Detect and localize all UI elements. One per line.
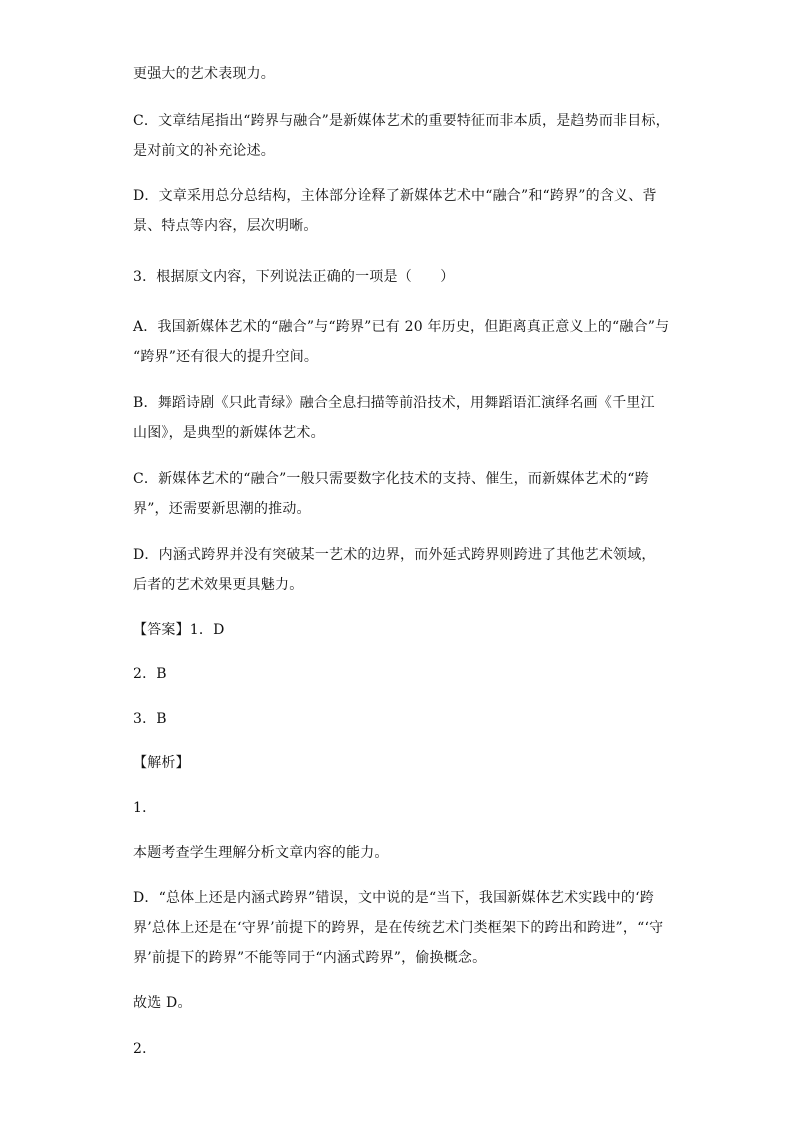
option-c: C．新媒体艺术的“融合”一般只需要数字化技术的支持、催生，而新媒体艺术的“跨	[133, 471, 649, 487]
text-line: 景、特点等内容，层次明晰。	[133, 218, 318, 234]
analysis-1: 1．	[133, 800, 157, 816]
option-b: B．舞蹈诗剧《只此青绿》融合全息扫描等前沿技术，用舞蹈语汇演绎名画《千里江	[133, 395, 655, 411]
text-line: C．文章结尾指出“跨界与融合”是新媒体艺术的重要特征而非本质，是趋势而非目标，	[133, 113, 670, 129]
text-line: 界’总体上还是在‘守界’前提下的跨界，是在传统艺术门类框架下的跨出和跨进”，“‘守	[133, 920, 664, 936]
option-d: D．内涵式跨界并没有突破某一艺术的边界，而外延式跨界则跨进了其他艺术领域，	[133, 547, 656, 563]
option-d-cont: 后者的艺术效果更具魅力。	[133, 577, 304, 593]
text-line: 界’前提下的跨界”不能等同于“内涵式跨界”，偷换概念。	[133, 950, 487, 966]
text-line: D．“总体上还是内涵式跨界”错误，文中说的是“当下，我国新媒体艺术实践中的‘跨	[133, 890, 654, 906]
text-line: D．文章采用总分总结构，主体部分诠释了新媒体艺术中“融合”和“跨界”的含义、背	[133, 188, 657, 204]
text-line: 本题考查学生理解分析文章内容的能力。	[133, 845, 389, 861]
option-c-cont: 界”，还需要新思潮的推动。	[133, 501, 311, 517]
option-a: A．我国新媒体艺术的“融合”与“跨界”已有 20 年历史，但距离真正意义上的“融合”与	[133, 319, 670, 335]
text-line: 更强大的艺术表现力。	[133, 66, 275, 82]
analysis-2: 2．	[133, 1041, 157, 1057]
analysis-heading: 【解析】	[133, 755, 190, 771]
text-line: 是对前文的补充论述。	[133, 143, 275, 159]
answer-heading: 【答案】1．D	[133, 622, 225, 638]
answer-3: 3．B	[133, 711, 167, 727]
option-b-cont: 山图》，是典型的新媒体艺术。	[133, 425, 325, 441]
option-a-cont: “跨界”还有很大的提升空间。	[133, 349, 319, 365]
answer-2: 2．B	[133, 666, 167, 682]
text-line: 故选 D。	[133, 995, 192, 1011]
question-3: 3．根据原文内容，下列说法正确的一项是（ ）	[133, 269, 455, 285]
